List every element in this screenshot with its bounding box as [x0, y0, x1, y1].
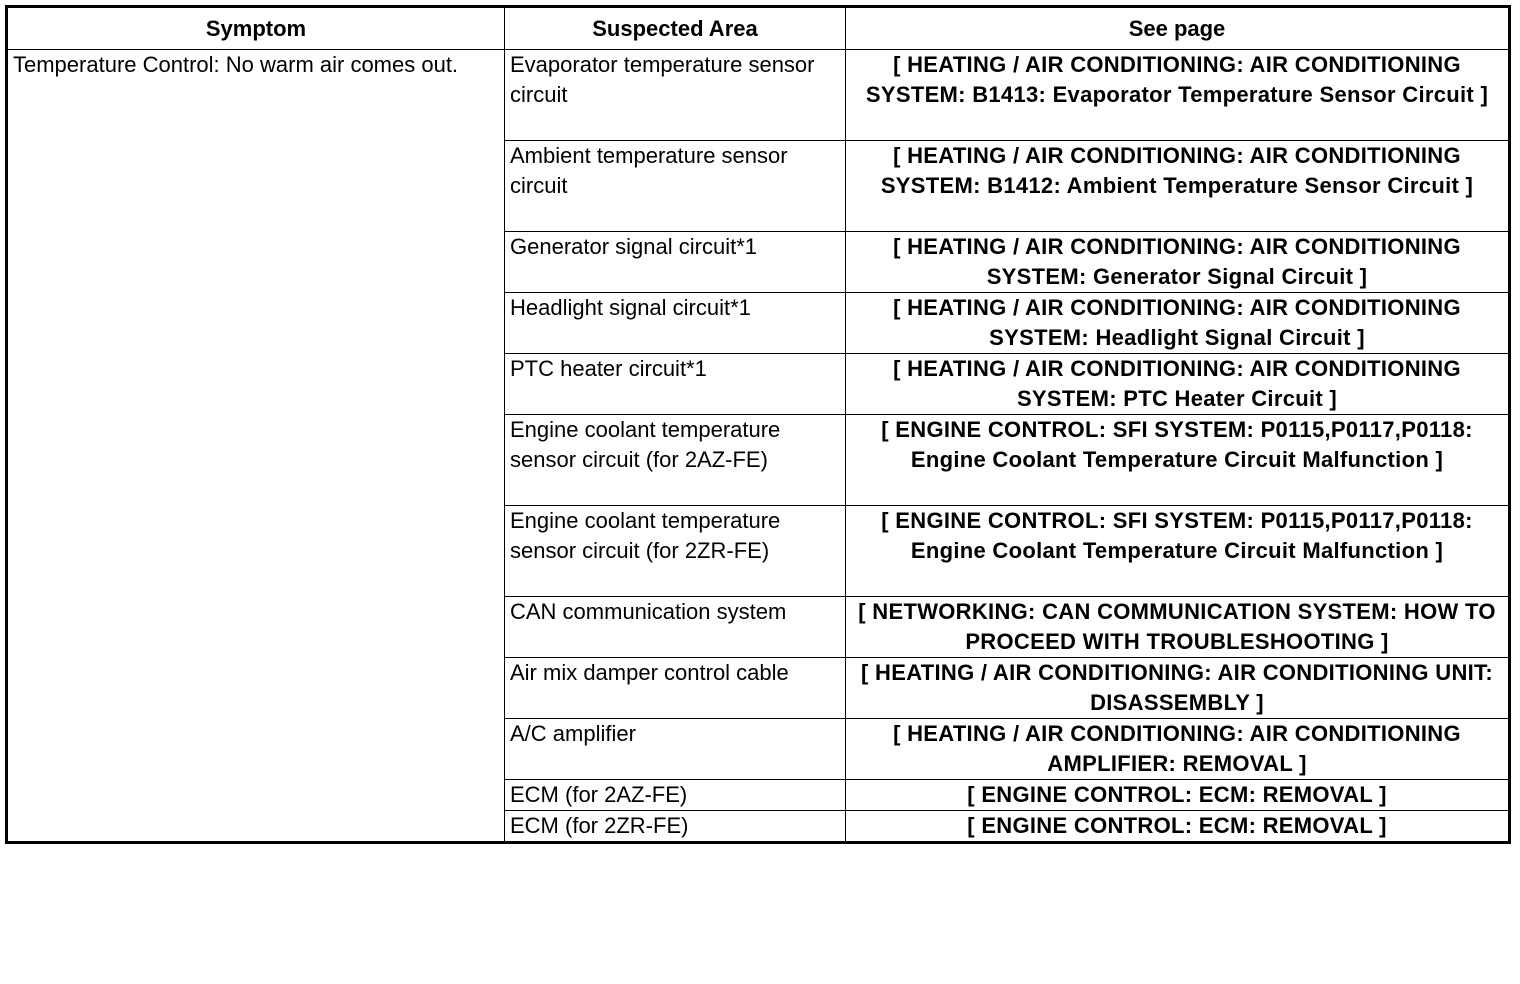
- suspected-area-cell: CAN communication system: [505, 597, 846, 658]
- see-page-link[interactable]: [ ENGINE CONTROL: SFI SYSTEM: P0115,P0117,P0118: Engine Coolant Temperature Circuit Malfunction ]: [846, 506, 1510, 597]
- see-page-link[interactable]: [ HEATING / AIR CONDITIONING: AIR CONDITIONING SYSTEM: B1413: Evaporator Temperature Sensor Circuit ]: [846, 50, 1510, 141]
- see-page-link[interactable]: [ NETWORKING: CAN COMMUNICATION SYSTEM: HOW TO PROCEED WITH TROUBLESHOOTING ]: [846, 597, 1510, 658]
- symptom-header: Symptom: [7, 7, 505, 50]
- see-page-link[interactable]: [ HEATING / AIR CONDITIONING: AIR CONDITIONING UNIT: DISASSEMBLY ]: [846, 658, 1510, 719]
- suspected-area-cell: Evaporator temperature sensor circuit: [505, 50, 846, 141]
- suspected-area-header: Suspected Area: [505, 7, 846, 50]
- see-page-link[interactable]: [ HEATING / AIR CONDITIONING: AIR CONDITIONING AMPLIFIER: REMOVAL ]: [846, 719, 1510, 780]
- suspected-area-cell: ECM (for 2ZR-FE): [505, 811, 846, 843]
- see-page-link[interactable]: [ HEATING / AIR CONDITIONING: AIR CONDITIONING SYSTEM: Headlight Signal Circuit ]: [846, 293, 1510, 354]
- suspected-area-cell: PTC heater circuit*1: [505, 354, 846, 415]
- suspected-area-cell: Engine coolant temperature sensor circuit (for 2AZ-FE): [505, 415, 846, 506]
- see-page-link[interactable]: [ HEATING / AIR CONDITIONING: AIR CONDITIONING SYSTEM: PTC Heater Circuit ]: [846, 354, 1510, 415]
- suspected-area-cell: A/C amplifier: [505, 719, 846, 780]
- see-page-link[interactable]: [ ENGINE CONTROL: SFI SYSTEM: P0115,P0117,P0118: Engine Coolant Temperature Circuit Malfunction ]: [846, 415, 1510, 506]
- table-row: [7, 50, 1510, 141]
- header-row: [7, 7, 1510, 50]
- suspected-area-cell: ECM (for 2AZ-FE): [505, 780, 846, 811]
- troubleshooting-table: [5, 5, 1511, 844]
- see-page-link[interactable]: [ ENGINE CONTROL: ECM: REMOVAL ]: [846, 780, 1510, 811]
- suspected-area-cell: Engine coolant temperature sensor circuit (for 2ZR-FE): [505, 506, 846, 597]
- suspected-area-cell: Headlight signal circuit*1: [505, 293, 846, 354]
- symptom-cell: Temperature Control: No warm air comes out.: [7, 50, 505, 843]
- see-page-link[interactable]: [ ENGINE CONTROL: ECM: REMOVAL ]: [846, 811, 1510, 843]
- suspected-area-cell: Ambient temperature sensor circuit: [505, 141, 846, 232]
- suspected-area-cell: Air mix damper control cable: [505, 658, 846, 719]
- suspected-area-cell: Generator signal circuit*1: [505, 232, 846, 293]
- see-page-link[interactable]: [ HEATING / AIR CONDITIONING: AIR CONDITIONING SYSTEM: B1412: Ambient Temperature Sensor Circuit ]: [846, 141, 1510, 232]
- see-page-link[interactable]: [ HEATING / AIR CONDITIONING: AIR CONDITIONING SYSTEM: Generator Signal Circuit ]: [846, 232, 1510, 293]
- see-page-header: See page: [846, 7, 1510, 50]
